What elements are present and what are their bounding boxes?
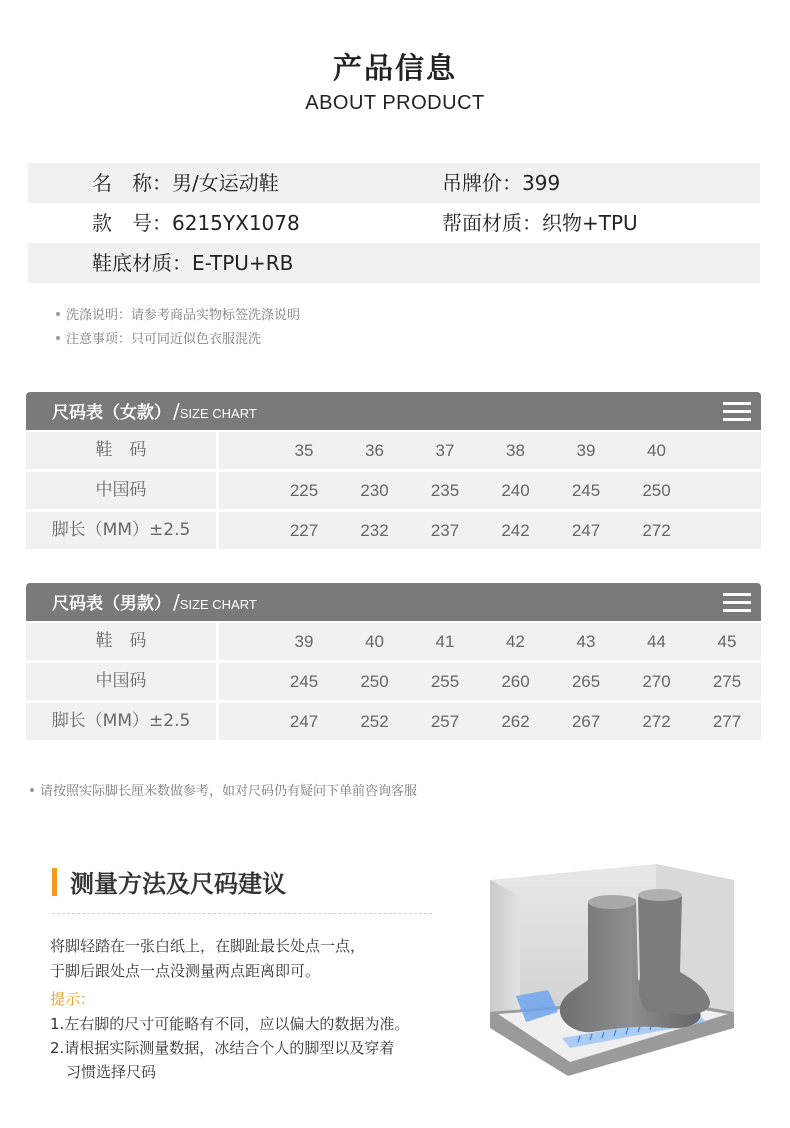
price-value: 399 [522,171,561,195]
table-cell: 44 [647,632,666,651]
table-cell: 255 [430,672,460,691]
chart-title: 尺码表（女款） [52,403,171,423]
table-cell: 250 [360,672,389,691]
table-cell: 39 [576,441,596,460]
model-label: 款 号： [92,211,172,235]
table-cell: 247 [571,521,601,540]
row-label: 脚长（MM）±2.5 [26,703,216,740]
table-cell: 260 [501,672,530,691]
table-cell: 270 [642,672,671,691]
table-cell: 267 [571,712,601,731]
table-row [26,703,761,740]
caution-note: 注意事项：只可同近似色衣服混洗 [56,328,261,347]
size-chart-men-header: 尺码表（男款） /SIZE CHART [26,583,761,621]
bullet-icon [30,788,34,792]
row-label: 脚长（MM）±2.5 [26,512,216,549]
foot-measure-illustration [488,862,736,1082]
table-cell: 277 [712,712,742,731]
table-cell: 247 [289,712,319,731]
chart-subtitle: SIZE CHART [179,597,257,612]
tip-2a: 2.请根据实际测量数据，冰结合个人的脚型以及穿着 [50,1039,395,1057]
table-cell: 257 [430,712,460,731]
row-label: 中国码 [26,472,216,509]
model-value: 6215YX1078 [172,211,300,235]
name-value: 男/女运动鞋 [172,171,279,195]
measure-title: 测量方法及尺码建议 [70,870,286,898]
table-row [26,472,761,509]
info-row-sole [28,243,760,283]
page-title-cn: 产品信息 [332,51,457,85]
table-cell: 40 [365,632,384,651]
tip-1: 1.左右脚的尺寸可能略有不同，应以偏大的数据为准。 [50,1015,410,1033]
measure-line-2: 于脚后跟处点一点没测量两点距离即可。 [50,962,321,980]
table-cell: 245 [571,481,601,500]
sole-label: 鞋底材质： [92,251,192,275]
table-cell: 227 [289,521,319,540]
tip-label: 提示： [50,990,96,1008]
accent-bar [52,868,57,896]
table-cell: 230 [360,481,389,500]
price-label: 吊牌价： [442,171,522,195]
upper-value: 织物+TPU [542,211,638,235]
table-cell: 41 [435,632,455,651]
table-cell: 43 [576,632,596,651]
table-row [26,512,761,549]
bullet-icon [56,312,60,316]
table-row [26,663,761,700]
table-cell: 35 [294,441,314,460]
row-label: 中国码 [26,663,216,700]
table-cell: 237 [430,521,460,540]
table-cell: 262 [501,712,530,731]
table-cell: 245 [289,672,319,691]
table-row [26,432,761,469]
table-cell: 37 [435,441,455,460]
tip-2b: 习惯选择尺码 [66,1063,157,1081]
wash-note: 洗涤说明：请参考商品实物标签洗涤说明 [56,304,300,323]
bullet-icon [56,336,60,340]
table-cell: 265 [571,672,601,691]
row-label: 鞋 码 [26,623,216,660]
name-label: 名 称： [92,171,172,195]
row-label: 鞋 码 [26,432,216,469]
table-cell: 38 [506,441,525,460]
table-cell: 250 [642,481,671,500]
size-chart-women-header: 尺码表（女款） /SIZE CHART [26,392,761,430]
table-cell: 242 [501,521,530,540]
table-cell: 272 [642,521,671,540]
table-cell: 42 [506,632,525,651]
divider [52,913,432,914]
table-cell: 225 [289,481,319,500]
upper-label: 帮面材质： [442,211,542,235]
table-cell: 275 [712,672,742,691]
info-row-model [28,203,760,243]
table-cell: 40 [647,441,666,460]
table-cell: 39 [294,632,314,651]
table-cell: 272 [642,712,671,731]
measure-line-1: 将脚轻踏在一张白纸上，在脚趾最长处点一点， [50,937,366,955]
chart-title: 尺码表（男款） [52,594,171,614]
table-row [26,623,761,660]
table-cell: 45 [717,632,737,651]
table-cell: 235 [430,481,460,500]
menu-icon [723,593,751,613]
page-title-en: ABOUT PRODUCT [305,92,485,114]
size-footnote: 请按照实际脚长厘米数做参考，如对尺码仍有疑问下单前咨询客服 [30,780,417,799]
table-cell: 232 [360,521,389,540]
sole-value: E-TPU+RB [192,251,294,275]
info-row-name [28,163,760,203]
table-cell: 36 [365,441,384,460]
menu-icon [723,402,751,422]
chart-subtitle: SIZE CHART [179,406,257,421]
table-cell: 240 [501,481,530,500]
table-cell: 252 [360,712,389,731]
